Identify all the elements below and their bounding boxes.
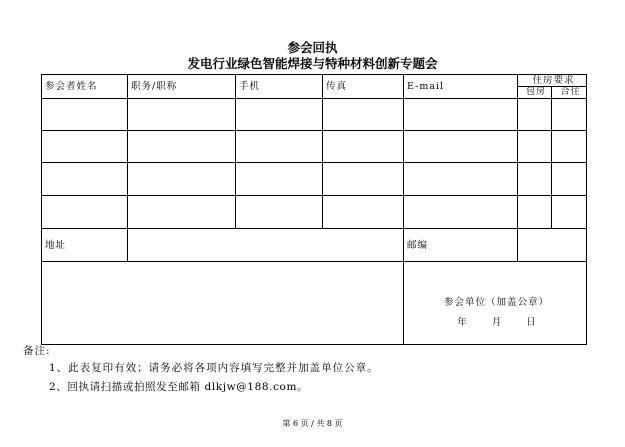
- cell-fax[interactable]: [323, 99, 404, 131]
- cell-fax[interactable]: [323, 163, 404, 196]
- registration-form-table: [41, 74, 587, 345]
- cell-room-whole[interactable]: [518, 196, 552, 229]
- note-item: 2、回执请扫描或拍照发至邮箱 dlkjw@188.com。: [49, 381, 309, 393]
- header-room-whole: 包房: [518, 87, 552, 99]
- note-item: 1、此表复印有效；请务必将各项内容填写完整并加盖单位公章。: [49, 362, 379, 374]
- cell-email[interactable]: [404, 196, 518, 229]
- cell-position-title[interactable]: [128, 99, 236, 131]
- header-position-title: 职务/职称: [128, 75, 236, 99]
- cell-room-shared[interactable]: [552, 163, 587, 196]
- cell-room-whole[interactable]: [518, 99, 552, 131]
- cell-mobile[interactable]: [236, 131, 323, 163]
- cell-attendee-name[interactable]: [42, 163, 128, 196]
- cell-position-title[interactable]: [128, 131, 236, 163]
- cell-room-shared[interactable]: [552, 131, 587, 163]
- cell-room-shared[interactable]: [552, 99, 587, 131]
- date-year-label: 年: [457, 316, 467, 328]
- date-day-label: 日: [526, 316, 536, 328]
- table-row: [42, 163, 587, 196]
- header-room-shared: 合住: [552, 87, 587, 99]
- address-row: [42, 229, 587, 262]
- page-number: 第 6 页 / 共 8 页: [282, 419, 343, 428]
- cell-attendee-name[interactable]: [42, 196, 128, 229]
- cell-mobile[interactable]: [236, 99, 323, 131]
- seal-label: 参会单位（加盖公章）: [444, 296, 550, 308]
- header-email: E-mail: [404, 75, 518, 99]
- document-subtitle: 发电行业绿色智能焊接与特种材料创新专题会: [187, 56, 438, 71]
- header-attendee-name: 参会者姓名: [42, 75, 128, 99]
- cell-position-title[interactable]: [128, 196, 236, 229]
- table-row: [42, 131, 587, 163]
- header-mobile: 手机: [236, 75, 323, 99]
- postcode-field[interactable]: [518, 229, 587, 262]
- address-label: 地址: [42, 229, 128, 262]
- seal-area: [404, 262, 587, 345]
- address-field[interactable]: [128, 229, 404, 262]
- table-row: [42, 196, 587, 229]
- document-title: 参会回执: [287, 40, 338, 55]
- cell-room-shared[interactable]: [552, 196, 587, 229]
- cell-email[interactable]: [404, 99, 518, 131]
- cell-email[interactable]: [404, 163, 518, 196]
- seal-row: [42, 262, 587, 345]
- date-month-label: 月: [491, 316, 502, 328]
- notes-title: 备注:: [23, 345, 51, 357]
- cell-attendee-name[interactable]: [42, 99, 128, 131]
- cell-position-title[interactable]: [128, 163, 236, 196]
- cell-mobile[interactable]: [236, 163, 323, 196]
- header-fax: 传真: [323, 75, 404, 99]
- remarks-blank-area[interactable]: [42, 262, 404, 345]
- cell-room-whole[interactable]: [518, 131, 552, 163]
- cell-email[interactable]: [404, 131, 518, 163]
- postcode-label: 邮编: [404, 229, 518, 262]
- header-accommodation: 住房要求: [518, 75, 587, 87]
- seal-date: [407, 317, 586, 328]
- cell-fax[interactable]: [323, 196, 404, 229]
- cell-mobile[interactable]: [236, 196, 323, 229]
- cell-fax[interactable]: [323, 131, 404, 163]
- cell-room-whole[interactable]: [518, 163, 552, 196]
- table-row: [42, 99, 587, 131]
- cell-attendee-name[interactable]: [42, 131, 128, 163]
